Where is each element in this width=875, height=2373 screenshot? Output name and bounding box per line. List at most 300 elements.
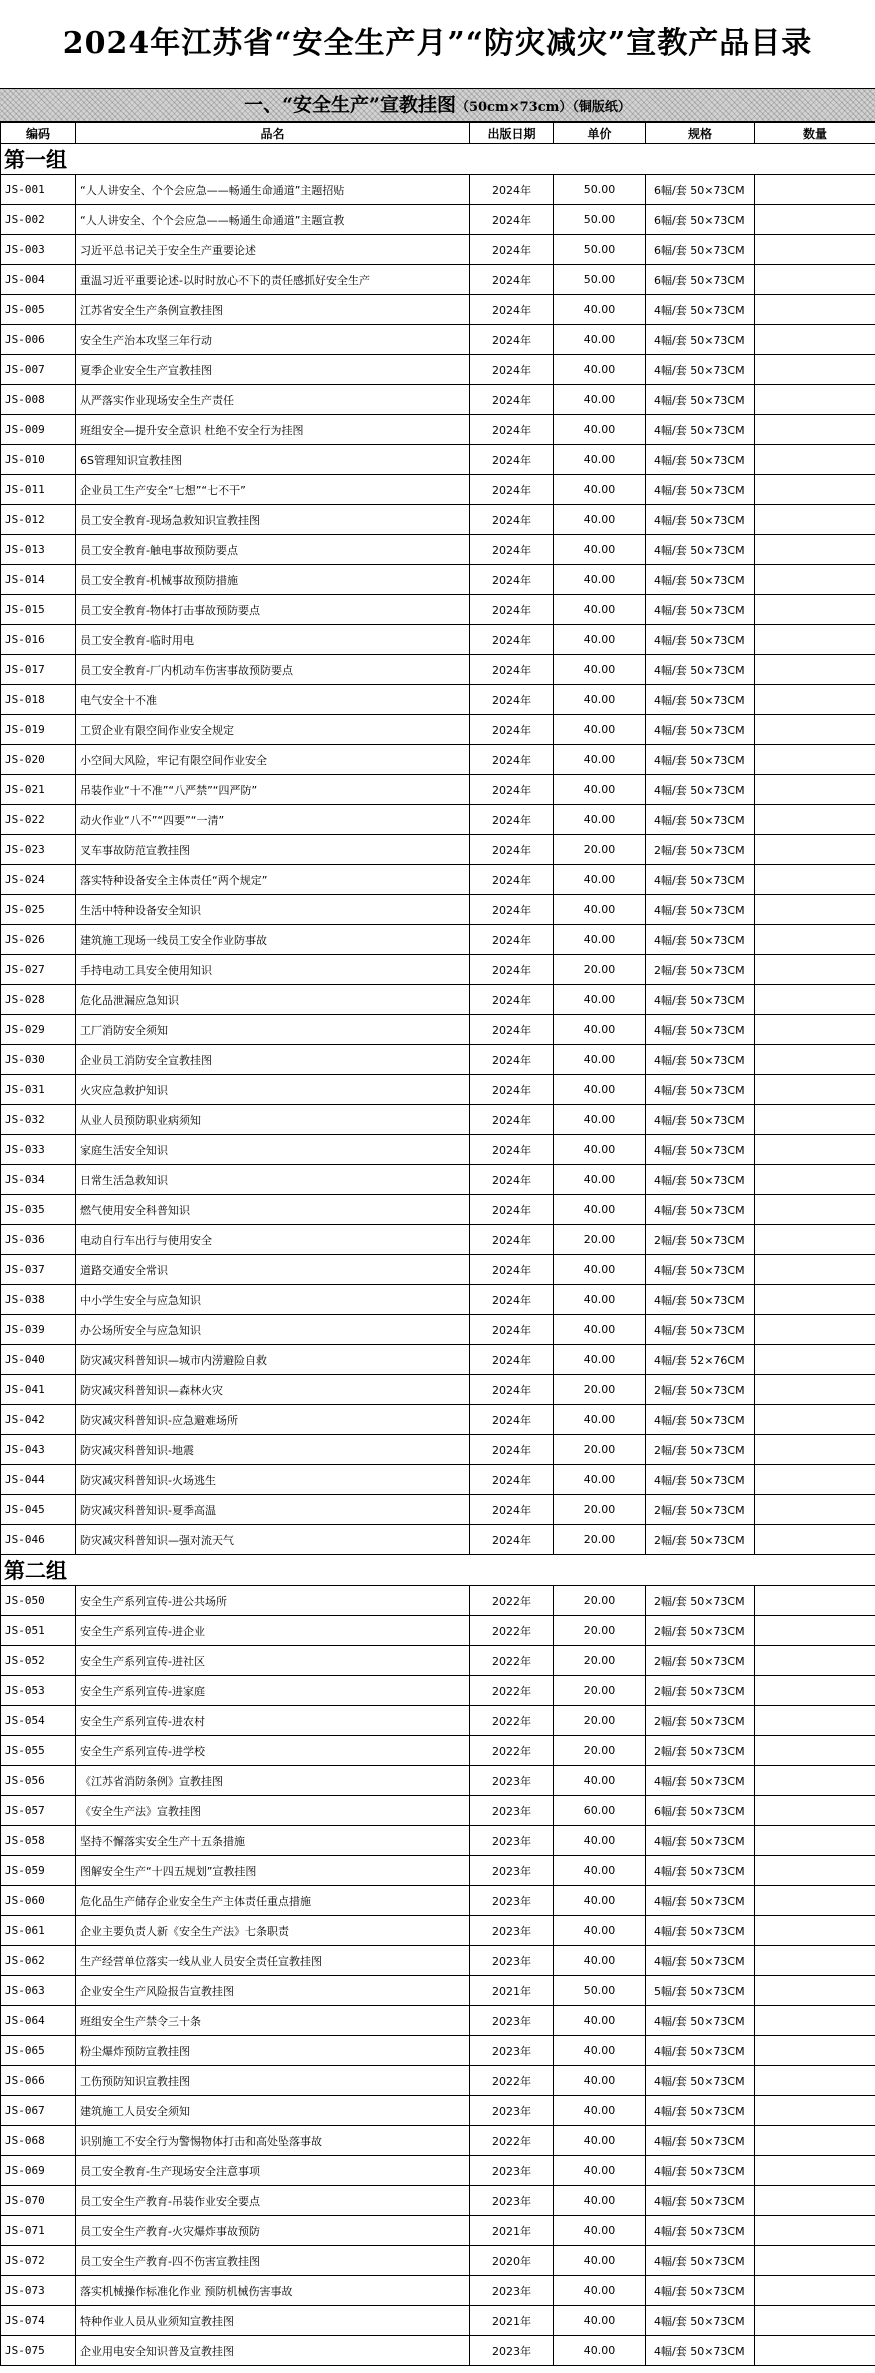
cell-year: 2024年 [470,1075,554,1105]
cell-name: “人人讲安全、个个会应急——畅通生命通道”主题宣教 [76,205,470,235]
cell-quantity[interactable] [755,1766,875,1796]
cell-quantity[interactable] [755,1616,875,1646]
cell-spec: 4幅/套 50×73CM [646,745,755,775]
cell-quantity[interactable] [755,745,875,775]
cell-code: JS-021 [1,775,76,805]
cell-spec: 2幅/套 50×73CM [646,1375,755,1405]
cell-code: JS-060 [1,1886,76,1916]
cell-price: 40.00 [554,1285,646,1315]
cell-quantity[interactable] [755,325,875,355]
cell-spec: 4幅/套 52×76CM [646,1345,755,1375]
cell-name: 中小学生安全与应急知识 [76,1285,470,1315]
table-row [1,1315,875,1345]
cell-quantity[interactable] [755,1495,875,1525]
cell-price: 20.00 [554,835,646,865]
cell-year: 2024年 [470,865,554,895]
cell-price: 20.00 [554,1736,646,1766]
cell-code: JS-027 [1,955,76,985]
cell-spec: 4幅/套 50×73CM [646,2066,755,2096]
cell-quantity[interactable] [755,835,875,865]
cell-price: 50.00 [554,205,646,235]
table-row [1,895,875,925]
cell-code: JS-019 [1,715,76,745]
cell-spec: 4幅/套 50×73CM [646,2096,755,2126]
cell-code: JS-071 [1,2216,76,2246]
cell-spec: 4幅/套 50×73CM [646,2036,755,2066]
cell-name: 建筑施工现场一线员工安全作业防事故 [76,925,470,955]
cell-quantity[interactable] [755,1405,875,1435]
cell-spec: 4幅/套 50×73CM [646,925,755,955]
cell-spec: 4幅/套 50×73CM [646,1315,755,1345]
cell-code: JS-032 [1,1105,76,1135]
cell-year: 2022年 [470,2126,554,2156]
cell-price: 20.00 [554,955,646,985]
cell-name: 企业安全生产风险报告宣教挂图 [76,1976,470,2006]
cell-quantity[interactable] [755,2306,875,2336]
cell-name: 电气安全十不准 [76,685,470,715]
cell-quantity[interactable] [755,1345,875,1375]
cell-code: JS-018 [1,685,76,715]
table-row [1,1345,875,1375]
cell-name: 从业人员预防职业病须知 [76,1105,470,1135]
cell-price: 20.00 [554,1375,646,1405]
table-row [1,295,875,325]
cell-quantity[interactable] [755,925,875,955]
cell-price: 40.00 [554,925,646,955]
cell-spec: 4幅/套 50×73CM [646,2246,755,2276]
cell-code: JS-061 [1,1916,76,1946]
cell-price: 40.00 [554,2156,646,2186]
cell-spec: 4幅/套 50×73CM [646,1285,755,1315]
table-row [1,1405,875,1435]
cell-price: 40.00 [554,385,646,415]
cell-quantity[interactable] [755,475,875,505]
cell-code: JS-036 [1,1225,76,1255]
header-price: 单价 [554,123,646,144]
cell-code: JS-041 [1,1375,76,1405]
cell-year: 2022年 [470,1736,554,1766]
cell-spec: 4幅/套 50×73CM [646,1886,755,1916]
cell-spec: 5幅/套 50×73CM [646,1976,755,2006]
cell-quantity[interactable] [755,1916,875,1946]
cell-quantity[interactable] [755,1165,875,1195]
cell-spec: 6幅/套 50×73CM [646,175,755,205]
cell-quantity[interactable] [755,2216,875,2246]
cell-year: 2022年 [470,1706,554,1736]
cell-name: 家庭生活安全知识 [76,1135,470,1165]
cell-code: JS-014 [1,565,76,595]
cell-quantity[interactable] [755,535,875,565]
cell-spec: 2幅/套 50×73CM [646,1525,755,1555]
cell-name: 生产经营单位落实一线从业人员安全责任宣教挂图 [76,1946,470,1976]
table-row [1,1135,875,1165]
cell-spec: 4幅/套 50×73CM [646,595,755,625]
cell-name: 防灾减灾科普知识—城市内涝避险自救 [76,1345,470,1375]
table-row [1,445,875,475]
cell-name: 员工安全生产教育-四不伤害宣教挂图 [76,2246,470,2276]
cell-year: 2024年 [470,625,554,655]
cell-name: 员工安全教育-厂内机动车伤害事故预防要点 [76,655,470,685]
cell-price: 40.00 [554,1405,646,1435]
cell-code: JS-050 [1,1586,76,1616]
cell-code: JS-046 [1,1525,76,1555]
cell-quantity[interactable] [755,1285,875,1315]
cell-price: 40.00 [554,1886,646,1916]
cell-quantity[interactable] [755,685,875,715]
cell-quantity[interactable] [755,1736,875,1766]
cell-price: 40.00 [554,2186,646,2216]
cell-quantity[interactable] [755,2276,875,2306]
table-row [1,955,875,985]
table-body [1,144,875,2366]
table-row [1,325,875,355]
section-heading [0,89,875,122]
cell-spec: 2幅/套 50×73CM [646,1435,755,1465]
cell-code: JS-028 [1,985,76,1015]
cell-year: 2023年 [470,2036,554,2066]
cell-quantity[interactable] [755,1856,875,1886]
cell-quantity[interactable] [755,2096,875,2126]
cell-price: 20.00 [554,1225,646,1255]
table-row [1,2306,875,2336]
cell-code: JS-007 [1,355,76,385]
cell-quantity[interactable] [755,1976,875,2006]
cell-quantity[interactable] [755,2186,875,2216]
cell-quantity[interactable] [755,655,875,685]
cell-price: 20.00 [554,1586,646,1616]
cell-code: JS-053 [1,1676,76,1706]
group-label: 第一组 [1,144,875,175]
cell-name: “人人讲安全、个个会应急——畅通生命通道”主题招贴 [76,175,470,205]
table-row [1,625,875,655]
cell-price: 40.00 [554,685,646,715]
cell-code: JS-026 [1,925,76,955]
cell-quantity[interactable] [755,235,875,265]
cell-price: 20.00 [554,1706,646,1736]
cell-price: 40.00 [554,2096,646,2126]
table-row [1,1495,875,1525]
cell-name: 员工安全教育-生产现场安全注意事项 [76,2156,470,2186]
cell-year: 2023年 [470,1826,554,1856]
cell-name: 道路交通安全常识 [76,1255,470,1285]
table-header-row [1,123,875,144]
cell-year: 2024年 [470,745,554,775]
cell-name: 生活中特种设备安全知识 [76,895,470,925]
cell-quantity[interactable] [755,1045,875,1075]
cell-quantity[interactable] [755,2246,875,2276]
cell-code: JS-001 [1,175,76,205]
cell-name: 安全生产系列宣传-进家庭 [76,1676,470,1706]
cell-price: 40.00 [554,2066,646,2096]
cell-price: 40.00 [554,1916,646,1946]
cell-name: 吊装作业“十不准”“八严禁”“四严防” [76,775,470,805]
cell-spec: 2幅/套 50×73CM [646,1736,755,1766]
cell-price: 40.00 [554,625,646,655]
cell-name: 工贸企业有限空间作业安全规定 [76,715,470,745]
table-row [1,2156,875,2186]
cell-year: 2024年 [470,535,554,565]
table-row [1,1976,875,2006]
cell-code: JS-063 [1,1976,76,2006]
cell-price: 40.00 [554,1766,646,1796]
cell-price: 40.00 [554,1075,646,1105]
cell-code: JS-074 [1,2306,76,2336]
cell-year: 2024年 [470,385,554,415]
cell-quantity[interactable] [755,625,875,655]
cell-code: JS-062 [1,1946,76,1976]
cell-quantity[interactable] [755,865,875,895]
cell-spec: 4幅/套 50×73CM [646,295,755,325]
cell-spec: 4幅/套 50×73CM [646,1105,755,1135]
table-row [1,175,875,205]
cell-code: JS-043 [1,1435,76,1465]
header-spec: 规格 [646,123,755,144]
table-row [1,1225,875,1255]
cell-quantity[interactable] [755,2006,875,2036]
cell-price: 40.00 [554,2276,646,2306]
cell-quantity[interactable] [755,1796,875,1826]
cell-name: 班组安全生产禁令三十条 [76,2006,470,2036]
cell-spec: 6幅/套 50×73CM [646,265,755,295]
cell-spec: 4幅/套 50×73CM [646,2216,755,2246]
cell-quantity[interactable] [755,1075,875,1105]
cell-quantity[interactable] [755,715,875,745]
cell-price: 40.00 [554,595,646,625]
cell-name: 企业主要负责人新《安全生产法》七条职责 [76,1916,470,1946]
cell-spec: 4幅/套 50×73CM [646,475,755,505]
cell-name: 危化品生产储存企业安全生产主体责任重点措施 [76,1886,470,1916]
cell-quantity[interactable] [755,2336,875,2366]
cell-year: 2024年 [470,1195,554,1225]
cell-code: JS-054 [1,1706,76,1736]
cell-quantity[interactable] [755,1375,875,1405]
cell-quantity[interactable] [755,445,875,475]
cell-name: 安全生产系列宣传-进农村 [76,1706,470,1736]
cell-quantity[interactable] [755,415,875,445]
cell-quantity[interactable] [755,1525,875,1555]
cell-spec: 4幅/套 50×73CM [646,1826,755,1856]
cell-quantity[interactable] [755,805,875,835]
table-row [1,835,875,865]
cell-quantity[interactable] [755,1315,875,1345]
table-row [1,1856,875,1886]
table-row [1,1045,875,1075]
cell-quantity[interactable] [755,895,875,925]
cell-name: 重温习近平重要论述-以时时放心不下的责任感抓好安全生产 [76,265,470,295]
cell-year: 2024年 [470,235,554,265]
table-row [1,1375,875,1405]
cell-price: 20.00 [554,1646,646,1676]
table-row [1,1255,875,1285]
cell-quantity[interactable] [755,205,875,235]
cell-quantity[interactable] [755,1195,875,1225]
cell-quantity[interactable] [755,1826,875,1856]
cell-quantity[interactable] [755,985,875,1015]
cell-spec: 6幅/套 50×73CM [646,1796,755,1826]
table-row [1,385,875,415]
cell-year: 2024年 [470,565,554,595]
cell-name: 安全生产治本攻坚三年行动 [76,325,470,355]
cell-code: JS-031 [1,1075,76,1105]
cell-price: 40.00 [554,1345,646,1375]
table-row [1,535,875,565]
cell-name: 江苏省安全生产条例宣教挂图 [76,295,470,325]
cell-price: 40.00 [554,505,646,535]
cell-code: JS-011 [1,475,76,505]
cell-spec: 4幅/套 50×73CM [646,355,755,385]
cell-quantity[interactable] [755,1255,875,1285]
cell-quantity[interactable] [755,1465,875,1495]
cell-year: 2024年 [470,505,554,535]
cell-code: JS-002 [1,205,76,235]
cell-code: JS-067 [1,2096,76,2126]
cell-year: 2021年 [470,2306,554,2336]
cell-quantity[interactable] [755,265,875,295]
cell-quantity[interactable] [755,1135,875,1165]
cell-spec: 4幅/套 50×73CM [646,415,755,445]
cell-quantity[interactable] [755,1676,875,1706]
cell-quantity[interactable] [755,2066,875,2096]
cell-name: 防灾减灾科普知识-火场逃生 [76,1465,470,1495]
cell-spec: 4幅/套 50×73CM [646,715,755,745]
cell-price: 40.00 [554,1015,646,1045]
cell-year: 2024年 [470,265,554,295]
cell-price: 40.00 [554,2216,646,2246]
cell-price: 40.00 [554,445,646,475]
table-row [1,1015,875,1045]
table-row [1,655,875,685]
cell-price: 40.00 [554,1195,646,1225]
table-row [1,2126,875,2156]
cell-quantity[interactable] [755,955,875,985]
cell-name: 建筑施工人员安全须知 [76,2096,470,2126]
cell-year: 2022年 [470,1676,554,1706]
cell-year: 2022年 [470,1586,554,1616]
table-row [1,205,875,235]
cell-name: 手持电动工具安全使用知识 [76,955,470,985]
cell-quantity[interactable] [755,1706,875,1736]
cell-quantity[interactable] [755,595,875,625]
cell-name: 小空间大风险，牢记有限空间作业安全 [76,745,470,775]
cell-price: 60.00 [554,1796,646,1826]
cell-spec: 4幅/套 50×73CM [646,805,755,835]
cell-name: 员工安全教育-物体打击事故预防要点 [76,595,470,625]
cell-code: JS-037 [1,1255,76,1285]
cell-quantity[interactable] [755,565,875,595]
cell-name: 从严落实作业现场安全生产责任 [76,385,470,415]
cell-quantity[interactable] [755,1435,875,1465]
table-row [1,805,875,835]
cell-year: 2022年 [470,1616,554,1646]
cell-spec: 4幅/套 50×73CM [646,1045,755,1075]
cell-quantity[interactable] [755,2156,875,2186]
cell-spec: 4幅/套 50×73CM [646,1165,755,1195]
cell-quantity[interactable] [755,1105,875,1135]
cell-name: 防灾减灾科普知识-应急避难场所 [76,1405,470,1435]
cell-quantity[interactable] [755,1886,875,1916]
cell-spec: 2幅/套 50×73CM [646,955,755,985]
cell-price: 40.00 [554,2126,646,2156]
cell-price: 20.00 [554,1676,646,1706]
table-row [1,1826,875,1856]
cell-name: 安全生产系列宣传-进学校 [76,1736,470,1766]
cell-price: 40.00 [554,1856,646,1886]
cell-quantity[interactable] [755,1225,875,1255]
cell-year: 2023年 [470,1916,554,1946]
cell-code: JS-057 [1,1796,76,1826]
cell-spec: 2幅/套 50×73CM [646,1706,755,1736]
cell-quantity[interactable] [755,1586,875,1616]
cell-price: 40.00 [554,1826,646,1856]
cell-spec: 4幅/套 50×73CM [646,655,755,685]
table-row [1,1435,875,1465]
cell-quantity[interactable] [755,385,875,415]
cell-year: 2024年 [470,955,554,985]
cell-year: 2024年 [470,1225,554,1255]
cell-year: 2024年 [470,595,554,625]
cell-quantity[interactable] [755,355,875,385]
cell-spec: 6幅/套 50×73CM [646,205,755,235]
cell-year: 2024年 [470,715,554,745]
cell-spec: 2幅/套 50×73CM [646,1616,755,1646]
cell-spec: 4幅/套 50×73CM [646,2336,755,2366]
table-row [1,565,875,595]
cell-spec: 4幅/套 50×73CM [646,2006,755,2036]
cell-quantity[interactable] [755,295,875,325]
cell-spec: 4幅/套 50×73CM [646,1015,755,1045]
cell-name: 员工安全生产教育-吊装作业安全要点 [76,2186,470,2216]
cell-spec: 4幅/套 50×73CM [646,685,755,715]
cell-name: 燃气使用安全科普知识 [76,1195,470,1225]
table-row [1,1886,875,1916]
table-row [1,2036,875,2066]
cell-quantity[interactable] [755,1015,875,1045]
cell-quantity[interactable] [755,2036,875,2066]
cell-quantity[interactable] [755,505,875,535]
cell-year: 2024年 [470,805,554,835]
cell-year: 2023年 [470,1796,554,1826]
cell-price: 40.00 [554,1045,646,1075]
cell-code: JS-068 [1,2126,76,2156]
table-row [1,1105,875,1135]
cell-code: JS-066 [1,2066,76,2096]
cell-quantity[interactable] [755,775,875,805]
group-label: 第二组 [1,1555,875,1586]
cell-code: JS-025 [1,895,76,925]
cell-spec: 4幅/套 50×73CM [646,505,755,535]
cell-quantity[interactable] [755,175,875,205]
cell-spec: 4幅/套 50×73CM [646,1946,755,1976]
cell-name: 危化品泄漏应急知识 [76,985,470,1015]
cell-spec: 4幅/套 50×73CM [646,1856,755,1886]
cell-year: 2024年 [470,445,554,475]
cell-spec: 4幅/套 50×73CM [646,2126,755,2156]
table-row [1,715,875,745]
cell-spec: 4幅/套 50×73CM [646,535,755,565]
cell-quantity[interactable] [755,1946,875,1976]
table-row [1,1646,875,1676]
cell-quantity[interactable] [755,2126,875,2156]
cell-name: 特种作业人员从业须知宣教挂图 [76,2306,470,2336]
cell-spec: 4幅/套 50×73CM [646,865,755,895]
cell-code: JS-023 [1,835,76,865]
table-row [1,2006,875,2036]
cell-year: 2021年 [470,1976,554,2006]
cell-price: 40.00 [554,2006,646,2036]
cell-quantity[interactable] [755,1646,875,1676]
table-row [1,2216,875,2246]
table-row [1,685,875,715]
